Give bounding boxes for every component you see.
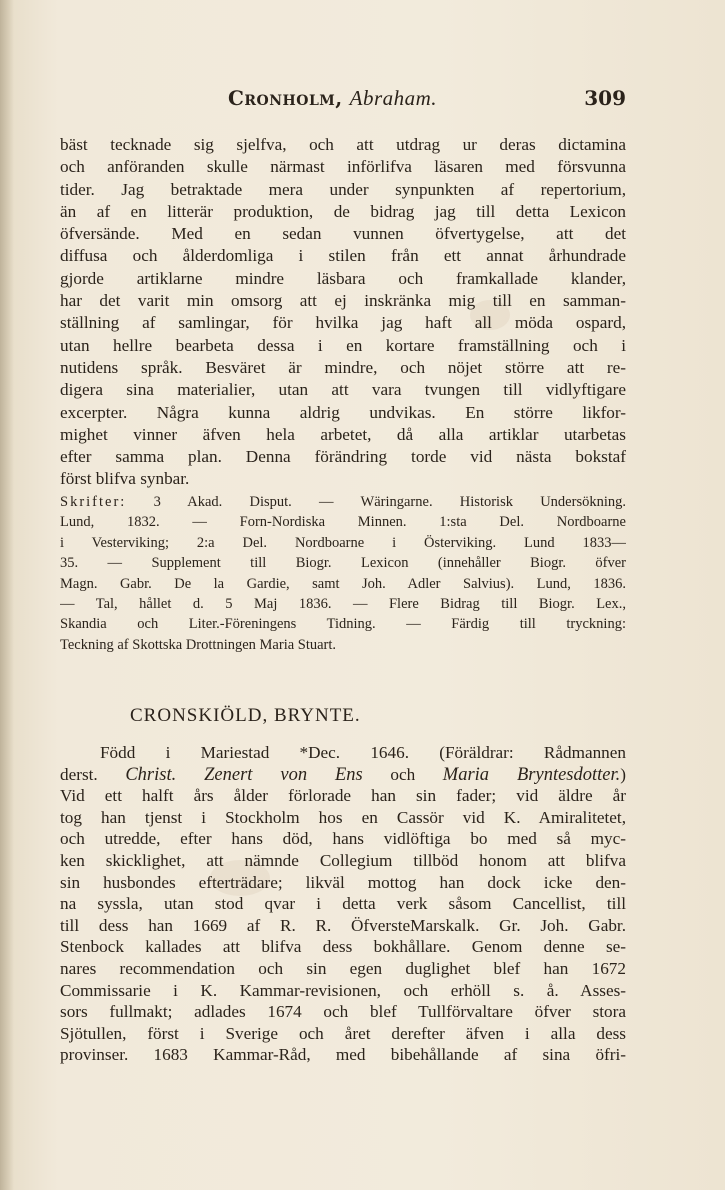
text-fragment: ) [620,764,626,784]
text-line: nares recommendation och sin egen duglighet blef han 1672 [60,958,626,978]
page-header [60,86,626,116]
text-line: öfversände. Med en sedan vunnen öfvertygelse, att det [60,224,626,244]
works-text: 3 Akad. Disput. — Wäringarne. Historisk Undersökning. [153,494,626,510]
text-line: Commissarie i K. Kammar-revisionen, och erhöll s. å. Asses- [60,980,626,1000]
text-line: diffusa och ålderdomliga i stilen från ett annat århundrade [60,246,626,266]
text-line: först blifva synbar. [60,469,190,489]
text-line: provinser. 1683 Kammar-Råd, med bibehållande af sina öfri- [60,1045,626,1065]
text-line [60,764,626,786]
works-line: — Tal, hållet d. 5 Maj 1836. — Flere Bidrag till Biogr. Lex., [60,595,626,612]
text-line: Stenbock kallades att blifva dess bokhållare. Genom denne se- [60,937,626,957]
works-line: Magn. Gabr. De la Gardie, samt Joh. Adler Salvius). Lund, 1836. [60,575,626,592]
text-line: ken skicklighet, att nämnde Collegium tillböd honom att blifva [60,850,626,870]
text-line: mighet vinner äfven hela arbetet, då alla artiklar utarbetas [60,424,626,444]
text-line: Född i Mariestad *Dec. 1646. (Föräldrar: Rådmannen [100,743,626,762]
works-line: 35. — Supplement till Biogr. Lexicon (innehåller Biogr. öfver [60,555,626,572]
running-head-surname: Cronholm, [228,86,343,110]
paragraph-biography [60,742,626,1066]
running-head-given-name: Abraham. [349,86,438,110]
text-line: Sjötullen, först i Sverige och året derefter äfven i alla dess [60,1023,626,1043]
text-line: utan hellre bearbeta dessa i en kortare framställning och i [60,335,626,355]
text-line: nutidens språk. Besväret är mindre, och nöjet större att re- [60,357,626,377]
text-line: sin husbondes efterträdare; likväl mottog han dock icke den- [60,872,626,892]
text-line: och utredde, efter hans död, hans vidlöftiga bo med så myc- [60,829,626,849]
text-line: ställning af samlingar, för hvilka jag haft all möda ospard, [60,313,626,333]
text-line: tider. Jag betraktade mera under synpunkten af repertorium, [60,179,626,199]
text-fragment: och [362,764,443,784]
text-line: sors fullmakt; adlades 1674 och blef Tullförvaltare öfver stora [60,1002,626,1022]
works-list [60,492,626,655]
works-line: Skandia och Liter.-Föreningens Tidning. — Färdig till tryckning: [60,616,626,633]
parents-father-name: Christ. Zenert von Ens [125,764,363,785]
text-line: digera sina materialier, utan att vara tvungen till vidlyftigare [60,380,626,400]
text-line: har det varit min omsorg att ej inskränka mig till en samman- [60,291,626,311]
text-line: till dess han 1669 af R. R. ÖfversteMarskalk. Gr. Joh. Gabr. [60,915,626,935]
text-line: na syssla, utan stod qvar i detta verk såsom Cancellist, till [60,894,626,914]
works-line: Teckning af Skottska Drottningen Maria Stuart. [60,636,337,653]
text-line: och anföranden skulle närmast införlifva läsaren med försvunna [60,157,626,177]
text-line: tog han tjenst i Stockholm hos en Cassör vid K. Amiralitetet, [60,807,626,827]
text-line: Vid ett halft års ålder förlorade han sin fader; vid äldre år [60,786,626,806]
parents-mother-name: Maria Bryntesdotter. [442,764,621,785]
text-line: bäst tecknade sig sjelfva, och att utdrag ur deras dictamina [60,135,626,154]
text-line: efter samma plan. Denna förändring torde vid nästa bokstaf [60,447,626,467]
works-line: Lund, 1832. — Forn-Nordiska Minnen. 1:sta Del. Nordboarne [60,514,626,531]
paragraph-intro [60,134,626,491]
text-line: excerpter. Några kunna aldrig undvikas. En större likfor- [60,402,626,422]
page-number: 309 [584,86,626,110]
section-title: CRONSKIÖLD, BRYNTE. [130,705,361,726]
text-line: gjorde artiklarne mindre läsbara och framkallade klander, [60,268,626,288]
page-binding-edge [0,0,14,1190]
works-line: i Vesterviking; 2:a Del. Nordboarne i Österviking. Lund 1833— [60,534,626,551]
running-head [228,86,437,111]
works-label: Skrifter: [60,494,127,510]
works-line [60,492,626,512]
text-line: än af en litterär produktion, de bidrag jag till detta Lexicon [60,201,626,221]
text-fragment: derst. [60,764,126,784]
